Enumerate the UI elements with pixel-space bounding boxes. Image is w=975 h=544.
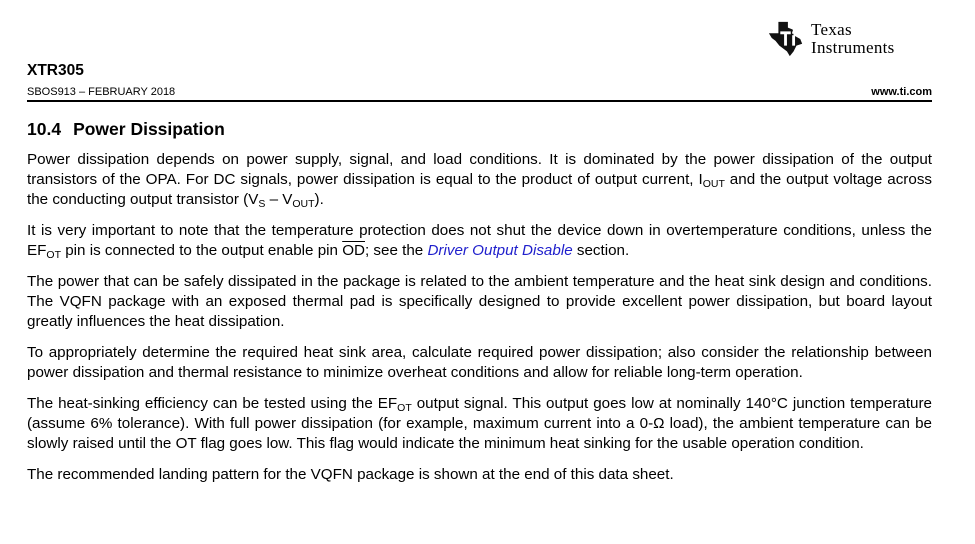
brand-line-2: [811, 39, 895, 57]
p5-sub-a: OT: [397, 402, 412, 414]
p1-sub-b: S: [258, 198, 266, 210]
output-disable-pin-label: $\overline{OD}$: [342, 242, 365, 259]
section-number: 10.4: [27, 119, 62, 139]
website-url[interactable]: www.ti.com: [871, 86, 932, 98]
p1-text-b: and the output voltage across the conducting output transistor (V: [27, 171, 933, 208]
p1-sub-a: OUT: [702, 178, 725, 190]
paragraph-4: To appropriately determine the required heat sink area, calculate required power dissipation; also consider the relationship between power dissipation and thermal resistance to minimize overheat conditions and allow for reliable long-term operation.: [27, 344, 932, 381]
brand-line-2-text: Instruments: [811, 38, 895, 57]
section-body: [27, 150, 932, 496]
brand-line-1: [811, 21, 895, 39]
p2-text-a: It is very important to note that the temperature protection does not shut the device down in overtemperature conditions, unless the EF: [27, 222, 932, 259]
paragraph-3: The power that can be safely dissipated in the package is related to the ambient temperature and the heat sink design and conditions. The VQFN package with an exposed thermal pad is specifically designed to provide excellent power dissipation, but board layout greatly influences the heat dissipation.: [27, 273, 932, 330]
p2-text-b: pin is connected to the output enable pin: [61, 242, 343, 259]
texas-instruments-logo: [767, 17, 895, 61]
section-title: Power Dissipation: [73, 119, 225, 139]
paragraph-2: [27, 221, 932, 261]
driver-output-disable-link[interactable]: Driver Output Disable: [427, 242, 573, 259]
p1-text-d: ).: [314, 191, 324, 208]
p5-text-a: The heat-sinking efficiency can be tested using the EF: [27, 395, 398, 412]
brand-line-1-text: Texas: [811, 20, 852, 39]
p1-text-c: – V: [265, 191, 293, 208]
p5-text-b: output signal. This output goes low at nominally 140°C junction temperature (assume 6% tolerance). With full power dissipation (for example, maximum current into a 0-Ω load), the ambient temperature can be slowly raised until the OT flag goes low. This flag would indicate the minimum heat sinking for the usable operation condition.: [27, 395, 932, 452]
p2-sub-a: OT: [46, 249, 62, 261]
p2-text-c: ; see the: [364, 242, 428, 259]
paragraph-5: [27, 394, 932, 454]
p1-sub-c: OUT: [292, 198, 315, 210]
paragraph-6: The recommended landing pattern for the VQFN package is shown at the end of this data sheet.: [27, 466, 674, 483]
p1-text-a: Power dissipation depends on power supply, signal, and load conditions. It is dominated by the power dissipation of the output transistors of the OPA. For DC signals, power dissipation is equal to the product of output current, I: [27, 151, 932, 188]
header-divider: [27, 100, 932, 102]
document-id: XTR305: [27, 62, 84, 79]
document-meta: SBOS913 – FEBRUARY 2018: [27, 86, 176, 98]
p2-text-d: section.: [572, 242, 630, 259]
brand-wordmark: [811, 21, 895, 57]
ti-state-logo-icon: [767, 19, 805, 59]
paragraph-1: [27, 150, 932, 210]
section-heading: [27, 119, 225, 140]
